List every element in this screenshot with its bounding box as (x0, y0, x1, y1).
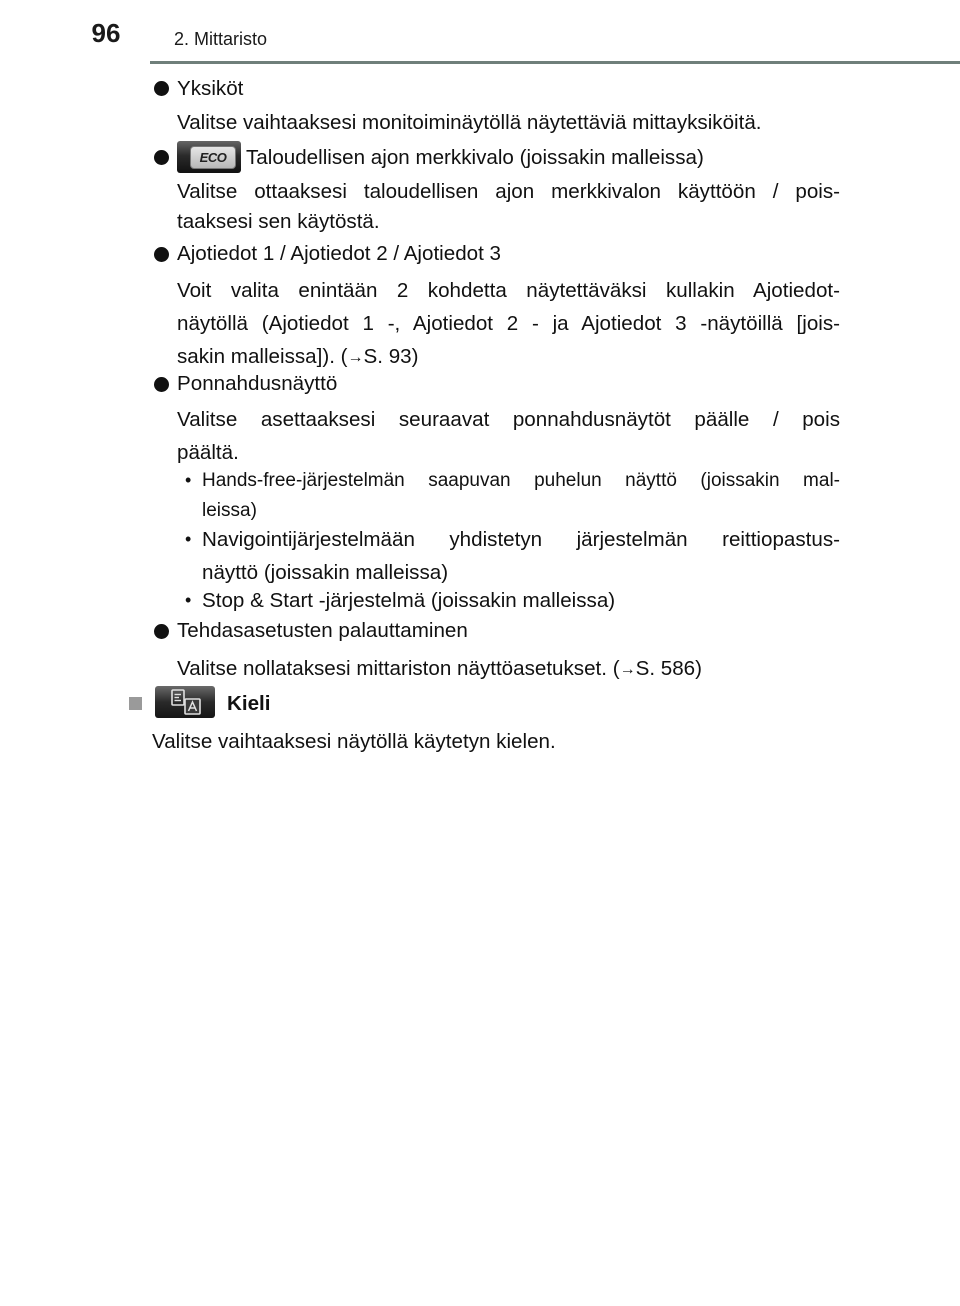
section-description: Valitse vaihtaaksesi näytöllä käytetyn kielen. (152, 730, 556, 753)
page-reference[interactable]: S. 93) (363, 345, 419, 368)
page-reference[interactable]: S. 586) (635, 657, 702, 680)
item-description-line: Valitse ottaaksesi taloudellisen ajon merkkivalon käyttöön / pois- (177, 180, 840, 203)
sub-item-line: Stop & Start -järjestelmä (joissakin malleissa) (202, 589, 616, 612)
sub-item-line: näyttö (joissakin malleissa) (202, 561, 449, 584)
eco-label: ECO (190, 146, 236, 169)
section-heading: Kieli (227, 692, 271, 715)
arrow-right-icon: → (619, 661, 636, 678)
eco-indicator-icon (177, 141, 241, 173)
bullet-dot (154, 150, 169, 165)
bullet-dot (154, 377, 169, 392)
item-description-line: Valitse asettaaksesi seuraavat ponnahdusnäytöt päälle / pois (177, 408, 840, 431)
sub-bullet: • (185, 529, 192, 549)
bullet-dot (154, 81, 169, 96)
item-title: Taloudellisen ajon merkkivalo (joissakin malleissa) (246, 146, 704, 169)
sub-item-line: Navigointijärjestelmään yhdistetyn järjestelmän reittiopastus- (202, 528, 840, 551)
page-header (0, 0, 960, 64)
section-title: 2. Mittaristo (174, 29, 268, 49)
language-glyph (155, 686, 215, 718)
bullet-dot (154, 624, 169, 639)
item-description (177, 656, 702, 683)
section-marker-icon (129, 697, 142, 710)
item-title: Ponnahdusnäyttö (177, 372, 338, 395)
bullet-dot (154, 247, 169, 262)
item-description-line: näytöllä (Ajotiedot 1 -, Ajotiedot 2 - ja Ajotiedot 3 -näytöillä [jois- (177, 312, 840, 335)
desc-text: sakin malleissa]). ( (177, 345, 348, 368)
item-title: Yksiköt (177, 77, 244, 100)
item-description-line: taaksesi sen käytöstä. (177, 210, 380, 233)
item-description: Valitse vaihtaaksesi monitoiminäytöllä näytettäviä mittayksiköitä. (177, 111, 762, 134)
page-number: 96 (91, 18, 121, 48)
header-rule (150, 61, 960, 64)
sub-bullet: • (185, 470, 192, 490)
item-description-line: päältä. (177, 441, 239, 464)
item-title: Tehdasasetusten palauttaminen (177, 619, 468, 642)
language-icon (155, 686, 215, 718)
arrow-right-icon: → (347, 349, 364, 366)
item-description-line (177, 344, 418, 371)
desc-text: Valitse nollataksesi mittariston näyttöasetukset. ( (177, 657, 620, 680)
item-title: Ajotiedot 1 / Ajotiedot 2 / Ajotiedot 3 (177, 242, 502, 265)
item-description-line: Voit valita enintään 2 kohdetta näytettäväksi kullakin Ajotiedot- (177, 279, 840, 302)
sub-item-line: leissa) (202, 500, 257, 521)
sub-bullet: • (185, 590, 192, 610)
sub-item-line: Hands-free-järjestelmän saapuvan puhelun näyttö (joissakin mal- (202, 470, 840, 491)
